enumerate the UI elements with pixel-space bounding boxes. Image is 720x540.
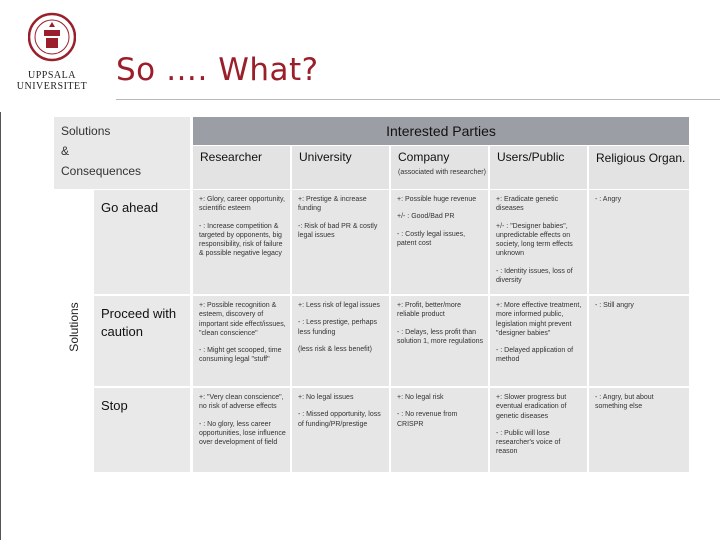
cell-stop-users-public: +: Slower progress but eventual eradication of genetic diseases - : Public will lose researcher's voice of reason: [490, 388, 587, 472]
column-header-users-public: Users/Public: [490, 146, 587, 189]
cell-stop-religious-organ: - : Angry, but about something else: [589, 388, 689, 472]
cell-proceed-users-public: +: More effective treatment, more informed public, legislation might prevent "designer babies" - : Delayed application of method: [490, 296, 587, 386]
solutions-side-label: Solutions: [67, 302, 81, 352]
university-name: UPPSALA UNIVERSITET: [16, 70, 88, 92]
seal-icon: [28, 10, 76, 64]
cell-go-ahead-university: +: Prestige & increase funding -: Risk of bad PR & costly legal issues: [292, 190, 389, 294]
cell-proceed-university: +: Less risk of legal issues - : Less prestige, perhaps less funding (less risk & less benefit): [292, 296, 389, 386]
cell-go-ahead-researcher: +: Glory, career opportunity, scientific esteem - : Increase competition & targeted by opponents, big responsibility, risk of failure & possible negative legacy: [193, 190, 290, 294]
cell-stop-university: +: No legal issues - : Missed opportunity, loss of funding/PR/prestige: [292, 388, 389, 472]
column-header-university: University: [292, 146, 389, 189]
column-header-religious-organ: Religious Organ.: [589, 146, 689, 189]
cell-stop-company: +: No legal risk - : No revenue from CRISPR: [391, 388, 488, 472]
slide-title: So …. What?: [116, 52, 319, 88]
interested-parties-header: Interested Parties: [193, 117, 689, 145]
university-logo: [8, 10, 96, 100]
row-label-proceed-with-caution: Proceed with caution: [94, 296, 190, 386]
corner-label: Solutions & Consequences: [54, 117, 190, 189]
row-label-stop: Stop: [94, 388, 190, 472]
column-header-company: Company (associated with researcher): [391, 146, 488, 189]
cell-proceed-company: +: Profit, better/more reliable product - : Delays, less profit than solution 1, more regulations: [391, 296, 488, 386]
cell-proceed-researcher: +: Possible recognition & esteem, discovery of important side effect/issues, "clean conscience" - : Might get scooped, time consuming legal "stuff": [193, 296, 290, 386]
column-header-researcher: Researcher: [193, 146, 290, 189]
cell-go-ahead-company: +: Possible huge revenue +/- : Good/Bad PR - : Costly legal issues, patent cost: [391, 190, 488, 294]
title-divider: [116, 99, 720, 100]
cell-proceed-religious-organ: - : Still angry: [589, 296, 689, 386]
cell-go-ahead-users-public: +: Eradicate genetic diseases +/- : "Designer babies", unpredictable effects on society, long term effects unknown - : Identity issues, loss of diversity: [490, 190, 587, 294]
cell-stop-researcher: +: "Very clean conscience", no risk of adverse effects - : No glory, less career opportunities, lose influence over development of field: [193, 388, 290, 472]
row-label-go-ahead: Go ahead: [94, 190, 190, 294]
left-divider: [0, 112, 1, 540]
cell-go-ahead-religious-organ: - : Angry: [589, 190, 689, 294]
